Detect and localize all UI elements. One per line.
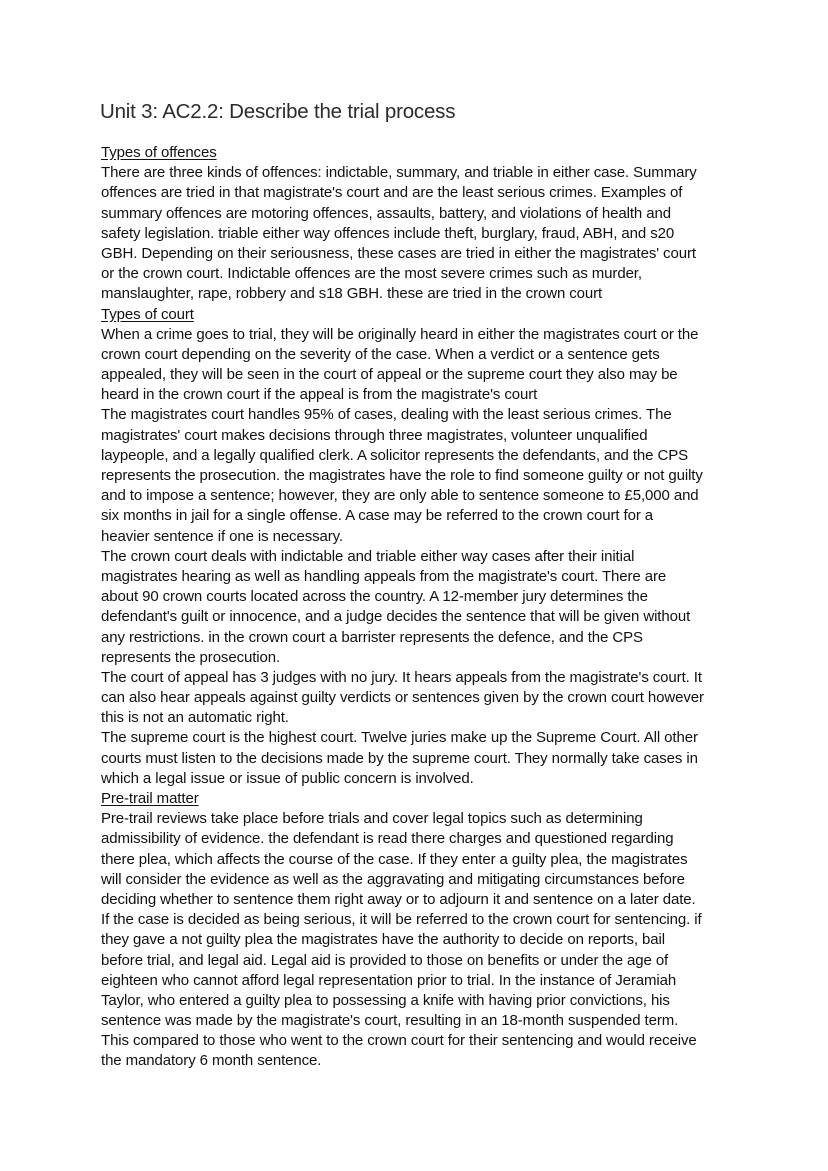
paragraph-line: defendant's guilt or innocence, and a judge decides the sentence that will be given without xyxy=(101,608,691,626)
paragraph-line: eighteen who cannot afford legal representation prior to trial. In the instance of Jeramiah xyxy=(101,971,677,989)
paragraph-line: six months in jail for a single offense. A case may be referred to the crown court for a xyxy=(101,507,654,525)
paragraph-line: and to impose a sentence; however, they are only able to sentence someone to £5,000 and xyxy=(101,487,699,505)
paragraph-line: admissibility of evidence. the defendant is read there charges and questioned regarding xyxy=(101,830,674,848)
paragraph-line: crown court depending on the severity of the case. When a verdict or a sentence gets xyxy=(101,345,660,363)
paragraph-line: magistrates' court makes decisions through three magistrates, volunteer unqualified xyxy=(101,426,648,444)
paragraph-line: which a legal issue or issue of public concern is involved. xyxy=(101,769,474,787)
section-heading: Types of court xyxy=(101,305,194,323)
paragraph-line: There are three kinds of offences: indictable, summary, and triable in either case. Summary xyxy=(101,164,697,182)
paragraph-line: they gave a not guilty plea the magistrates have the authority to decide on reports, bail xyxy=(101,931,665,949)
paragraph-line: GBH. Depending on their seriousness, these cases are tried in either the magistrates' court xyxy=(101,244,696,262)
paragraph-line: courts must listen to the decisions made by the supreme court. They normally take cases in xyxy=(101,749,698,767)
paragraph-line: The magistrates court handles 95% of cases, dealing with the least serious crimes. The xyxy=(101,406,672,424)
page-title: Unit 3: AC2.2: Describe the trial process xyxy=(100,100,456,123)
section-heading: Pre-trail matter xyxy=(101,790,199,807)
paragraph-line: If the case is decided as being serious, it will be referred to the crown court for sentencing. if xyxy=(101,911,702,929)
paragraph-line: or the crown court. Indictable offences are the most severe crimes such as murder, xyxy=(101,265,642,283)
paragraph-line: safety legislation. triable either way offences include theft, burglary, fraud, ABH, and s20 xyxy=(101,224,675,242)
paragraph-line: magistrates hearing as well as handling appeals from the magistrate's court. There are xyxy=(101,567,667,585)
section-heading: Types of offences xyxy=(101,144,217,161)
paragraph-line: appealed, they will be seen in the court of appeal or the supreme court they also may be xyxy=(101,366,678,384)
paragraph-line: offences are tried in that magistrate's court and are the least serious crimes. Examples of xyxy=(101,184,683,202)
paragraph-line: The court of appeal has 3 judges with no jury. It hears appeals from the magistrate's court. It xyxy=(101,668,702,686)
paragraph-line: any restrictions. in the crown court a barrister represents the defence, and the CPS xyxy=(101,628,643,646)
paragraph-line: When a crime goes to trial, they will be originally heard in either the magistrates court or the xyxy=(101,325,699,343)
paragraph-line: summary offences are motoring offences, assaults, battery, and violations of health and xyxy=(101,204,671,222)
paragraph-line: will consider the evidence as well as the aggravating and mitigating circumstances before xyxy=(101,870,685,888)
paragraph-line: Taylor, who entered a guilty plea to possessing a knife with having prior convictions, his xyxy=(101,991,670,1009)
paragraph-line: about 90 crown courts located across the country. A 12-member jury determines the xyxy=(101,588,648,606)
paragraph-line: The supreme court is the highest court. Twelve juries make up the Supreme Court. All other xyxy=(101,729,698,747)
paragraph-line: This compared to those who went to the crown court for their sentencing and would receive xyxy=(101,1032,697,1050)
paragraph-line: there plea, which affects the course of the case. If they enter a guilty plea, the magistrates xyxy=(101,850,688,868)
paragraph-line: sentence was made by the magistrate's court, resulting in an 18-month suspended term. xyxy=(101,1012,679,1030)
document-body xyxy=(101,143,704,1072)
paragraph-line: heard in the crown court if the appeal is from the magistrate's court xyxy=(101,386,538,404)
paragraph-line: Pre-trail reviews take place before trials and cover legal topics such as determining xyxy=(101,810,643,828)
paragraph-line: laypeople, and a legally qualified clerk. A solicitor represents the defendants, and the CPS xyxy=(101,446,689,464)
paragraph-line: heavier sentence if one is necessary. xyxy=(101,527,343,545)
paragraph-line: before trial, and legal aid. Legal aid is provided to those on benefits or under the age of xyxy=(101,951,669,969)
paragraph-line: this is not an automatic right. xyxy=(101,709,289,727)
paragraph-line: can also hear appeals against guilty verdicts or sentences given by the crown court however xyxy=(101,689,704,707)
paragraph-line: the mandatory 6 month sentence. xyxy=(101,1052,322,1070)
paragraph-line: deciding whether to sentence them right away or to adjourn it and sentence on a later date. xyxy=(101,890,696,908)
paragraph-line: The crown court deals with indictable and triable either way cases after their initial xyxy=(101,547,635,565)
paragraph-line: represents the prosecution. the magistrates have the role to find someone guilty or not guilty xyxy=(101,467,703,484)
paragraph-line: manslaughter, rape, robbery and s18 GBH. these are tried in the crown court xyxy=(101,285,603,303)
paragraph-line: represents the prosecution. xyxy=(101,648,281,666)
